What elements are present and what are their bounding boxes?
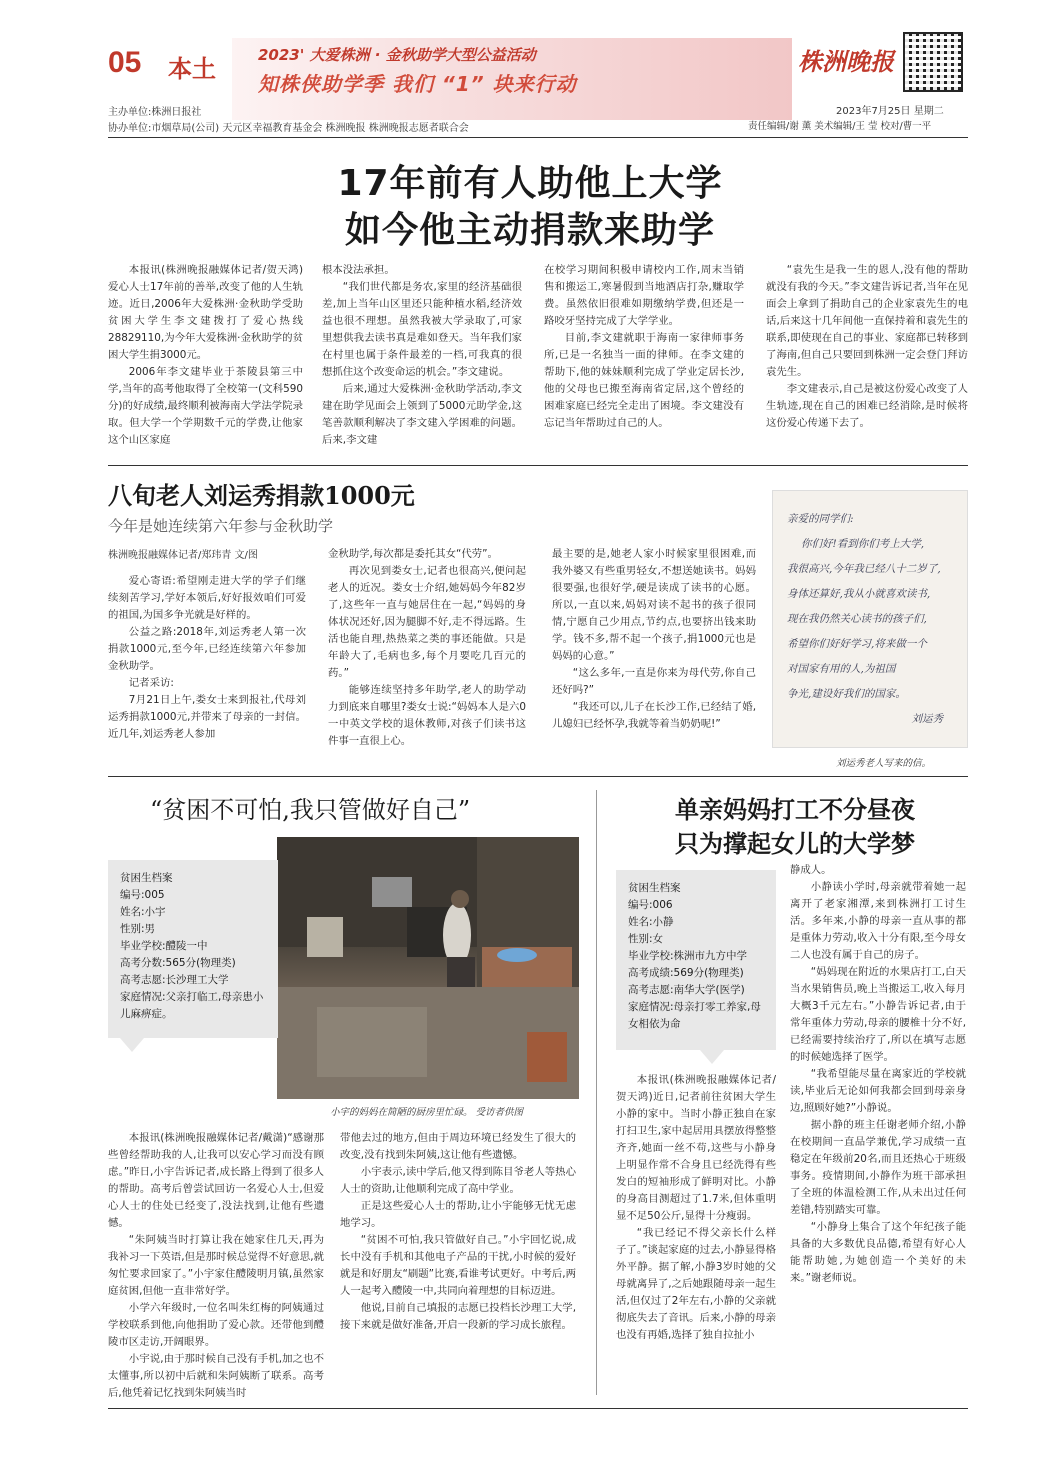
student-profile-005: [108, 860, 278, 1038]
article2-byline: 株洲晚报融媒体记者/郑玮青 文/图: [108, 550, 258, 561]
letter-line: 我很高兴,今年我已经八十二岁了,: [787, 563, 941, 575]
paragraph: “这么多年,一直是你来为母代劳,你自己还好吗?”: [552, 667, 756, 696]
article1-column-1: [108, 262, 303, 457]
profile-heading: 贫困生档案: [120, 872, 173, 884]
paragraph: 后来,通过大爱株洲·金秋助学活动,李文建在助学见面会上领到了5000元助学金,这笔善款顺利解决了李文建入学困难的问题。后来,李文建: [322, 383, 522, 446]
profile-field: 毕业学校:醴陵一中: [120, 940, 208, 952]
profile-heading: 贫困生档案: [628, 882, 681, 894]
profile-field: 编号:005: [120, 889, 165, 901]
paragraph: 小静读小学时,母亲就带着她一起离开了老家湘潭,来到株洲打工讨生活。多年来,小静的母亲一直从事的都是重体力劳动,收入十分有限,至今母女二人也没有属于自己的房子。: [790, 881, 966, 961]
paragraph: “小静身上集合了这个年纪孩子能具备的大多数优良品德,希望有好心人能帮助她,为她创造一个美好的未来。”谢老师说。: [790, 1221, 966, 1284]
paragraph: “贫困不可怕,我只管做好自己。”小宇回忆说,成长中没有手机和其他电子产品的干扰,小时候的爱好就是和好朋友“刷题”比赛,看谁考试更好。中考后,两人一起考入醴陵一中,共同向着理想的目标迈进。: [340, 1234, 576, 1297]
paragraph: 公益之路:2018年,刘运秀老人第一次捐款1000元,至今年,已经连续第六年参加金秋助学。: [108, 626, 306, 672]
article3-headline: “贫困不可怕,我只管做好自己”: [150, 796, 471, 824]
paragraph: 小宇表示,读中学后,他又得到陈目爷老人等热心人士的资助,让他顺利完成了高中学业。: [340, 1166, 576, 1195]
paragraph: 据小静的班主任谢老师介绍,小静在校期间一直品学兼优,学习成绩一直稳定在年级前20名,而且还热心于班级事务。疫情期间,小静作为班干部承担了全班的体温检测工作,从未出过任何差错,特别踏实可靠。: [790, 1119, 966, 1216]
letter-line: 争光,建设好我们的国家。: [787, 688, 906, 700]
student-profile-006: [616, 870, 776, 1050]
article2-subtitle: 今年是她连续第六年参与金秋助学: [108, 517, 334, 535]
sponsor-co: 协办单位:市烟草局(公司) 天元区幸福教育基金会 株洲晚报 株洲晚报志愿者联合会: [108, 123, 469, 134]
paragraph: 金秋助学,每次都是委托其女“代劳”。: [328, 548, 498, 560]
newspaper-logo: 株洲晚报: [798, 47, 894, 76]
article1-title-line1: 17年前有人助他上大学: [337, 163, 723, 204]
photo-caption: 小宇的妈妈在简陋的厨房里忙碌。 受访者供图: [330, 1107, 524, 1118]
article2-column-2: [328, 546, 526, 758]
paragraph: 记者采访:: [128, 677, 174, 689]
section-name: 本土: [168, 55, 216, 83]
letter-line: 身体还算好,我从小就喜欢读书,: [787, 588, 931, 600]
letter-line: 亲爱的同学们:: [787, 513, 854, 525]
paragraph: 静成人。: [790, 864, 832, 876]
letter-line: 希望你们好好学习,将来做一个: [787, 638, 927, 650]
profile-field: 家庭情况:母亲打零工养家,母女相依为命: [628, 1001, 761, 1030]
paragraph: 根本没法承担。: [322, 264, 395, 276]
paragraph: 爱心寄语:希望刚走进大学的学子们继续刻苦学习,学好本领后,好好报效咱们可爱的祖国,为国多争光就是好样的。: [108, 575, 306, 621]
column-divider: [596, 790, 597, 1395]
paragraph: 本报讯(株洲晚报融媒体记者/贺天鸿)爱心人士17年前的善举,改变了他的人生轨迹。近日,2006年大爱株洲·金秋助学受助贫困大学生李文建拨打了爱心热线28829110,为今年大爱株洲·金秋助学的贫困大学生捐3000元。: [108, 264, 303, 361]
sponsor-host: 主办单位:株洲日报社: [108, 107, 202, 118]
article1-headline: [180, 160, 880, 254]
section-divider: [108, 776, 968, 777]
paragraph: 2006年李文建毕业于茶陵县第三中学,当年的高考他取得了全校第一(文科590分)的好成绩,最终顺利被海南大学法学院录取。但大学一个学期数千元的学费,让他家这个山区家庭: [108, 366, 303, 446]
paragraph: 正是这些爱心人士的帮助,让小宇能够无忧无虑地学习。: [340, 1200, 576, 1229]
paragraph: “妈妈现在附近的水果店打工,白天当水果销售员,晚上当搬运工,收入每月大概3千元左右。”小静告诉记者,由于常年重体力劳动,母亲的腰椎十分不好,已经需要持续治疗了,所以在填写志愿的时候她选择了医学。: [790, 966, 966, 1063]
letter-signature: 刘运秀: [911, 713, 943, 725]
photo-illustration: [277, 837, 579, 1099]
banner-line-2: 知株侠助学季 我们 “1” 块来行动: [258, 72, 577, 96]
article1-column-2: [322, 262, 522, 457]
paragraph: 再次见到娄女士,记者也很高兴,便问起老人的近况。娄女士介绍,她妈妈今年82岁了,这些年一直与她居住在一起,“妈妈的身体状况还好,因为腿脚不好,走不得远路。生活也能自理,热热菜之类的事还能做。只是年龄大了,毛病也多,每个月要吃几百元的药。”: [328, 565, 526, 679]
profile-field: 家庭情况:父亲打临工,母亲患小儿麻痹症。: [120, 991, 264, 1020]
article1-column-3: [544, 262, 744, 457]
profile-field: 姓名:小静: [628, 916, 674, 928]
paragraph: 能够连续坚持多年助学,老人的助学动力到底来自哪里?娄女士说:“妈妈本人是六0一中英文学校的退休教师,对孩子们读书这件事一直很上心。: [328, 684, 526, 747]
paragraph: “袁先生是我一生的恩人,没有他的帮助就没有我的今天。”李文建告诉记者,当年在见面会上拿到了捐助自己的企业家袁先生的电话,后来这十几年间他一直保持着和袁先生的联系,即使现在自己的事业、家庭都已转移到了海南,但自己只要回到株洲一定会登门拜访袁先生。: [766, 264, 968, 378]
paragraph: 小宇说,由于那时候自己没有手机,加之也不太懂事,所以初中后就和朱阿姨断了联系。高考后,他凭着记忆找到朱阿姨当时: [108, 1353, 324, 1399]
paragraph: “我已经记不得父亲长什么样子了。”谈起家庭的过去,小静显得格外平静。据了解,小静3岁时她的父母就离异了,之后她跟随母亲一起生活,但仅过了2年左右,小静的父亲就彻底失去了音讯。后来,小静的母亲也没有再婚,选择了独自拉扯小: [616, 1227, 776, 1341]
paragraph: “我们世代都是务农,家里的经济基础很差,加上当年山区里还只能种植水稻,经济效益也很不理想。虽然我被大学录取了,可家里想供我去读书真是难如登天。当年我们家在村里也属于条件最差的一档,可我真的很想抓住这个改变命运的机会。”李文建说。: [322, 281, 522, 378]
article4-title-line1: 单亲妈妈打工不分昼夜: [675, 795, 915, 824]
article1-title-line2: 如今他主动捐款来助学: [344, 210, 715, 251]
paragraph: 本报讯(株洲晚报融媒体记者/贺天鸿)近日,记者前往贫困大学生小静的家中。当时小静正独自在家打扫卫生,家中起居用具摆放得整整齐齐,她面一丝不苟,这些与小静身上明显作常不合身且已经洗得有些发白的短袖形成了鲜明对比。小静的身高目测超过了1.7米,但体重明显不足50公斤,显得十分瘦弱。: [616, 1074, 776, 1222]
profile-field: 性别:女: [628, 933, 664, 945]
letter-line: 对国家有用的人,为祖国: [787, 663, 896, 675]
article4-column-1: [616, 1072, 776, 1394]
article1-column-4: [766, 262, 968, 457]
section-divider: [108, 465, 968, 466]
profile-field: 毕业学校:株洲市九方中学: [628, 950, 748, 962]
paragraph: 本报讯(株洲晚报融媒体记者/戴潇)“感谢那些曾经帮助我的人,让我可以安心学习而没有顾虑。”昨日,小宇告诉记者,成长路上得到了很多人的帮助。高考后曾尝试回访一名爱心人士,但爱心人士的住处已经变了,没法找到,让他有些遗憾。: [108, 1132, 324, 1229]
paragraph: 最主要的是,她老人家小时候家里很困难,而我外婆又有些重男轻女,不想送她读书。妈妈很要强,也很好学,硬是读成了读书的心愿。所以,一直以来,妈妈对读不起书的孩子很同情,宁愿自己少用点,节约点,也要挤出钱来助学。钱不多,帮不起一个孩子,捐1000元也是妈妈的心意。”: [552, 548, 756, 662]
profile-field: 高考分数:565分(物理类): [120, 957, 236, 969]
profile-field: 高考志愿:南华大学(医学): [628, 984, 745, 996]
article2-headline: 八旬老人刘运秀捐款1000元: [108, 481, 415, 510]
article2-column-3: [552, 546, 756, 758]
paragraph: 在校学习期间积极申请校内工作,周末当销售和搬运工,寒暑假到当地酒店打杂,赚取学费。虽然依旧很难如期缴纳学费,但还是一路咬牙坚持完成了大学学业。: [544, 264, 744, 327]
letter-line: 现在我仍然关心读书的孩子们,: [787, 613, 927, 625]
profile-field: 高考成绩:569分(物理类): [628, 967, 744, 979]
paragraph: 7月21日上午,娄女士来到报社,代母刘运秀捐款1000元,并带来了母亲的一封信。近几年,刘运秀老人参加: [108, 694, 306, 740]
letter-caption: 刘运秀老人写来的信。: [836, 758, 932, 769]
article4-headline: [630, 793, 960, 861]
profile-field: 高考志愿:长沙理工大学: [120, 974, 229, 986]
handwritten-letter-image: [772, 490, 968, 748]
article3-column-1: [108, 1130, 324, 1399]
profile-pointer: [700, 1050, 724, 1064]
qr-code-icon: [905, 34, 961, 90]
letter-line: 你们好!看到你们考上大学,: [801, 538, 925, 550]
profile-field: 性别:男: [120, 923, 156, 935]
issue-date: 2023年7月25日 星期二: [836, 106, 944, 117]
kitchen-photo: [277, 837, 579, 1099]
article2-column-1: [108, 573, 306, 758]
paragraph: 带他去过的地方,但由于周边环境已经发生了很大的改变,没有找到朱阿姨,这让他有些遗憾。: [340, 1132, 576, 1161]
header-rule: [108, 137, 968, 138]
article4-title-line2: 只为撑起女儿的大学梦: [675, 829, 915, 858]
paragraph: 李文建表示,自己是被这份爱心改变了人生轨迹,现在自己的困难已经消除,是时候将这份爱心传递下去了。: [766, 383, 968, 429]
paragraph: “我希望能尽量在离家近的学校就读,毕业后无论如何我都会回到母亲身边,照顾好她?”小静说。: [790, 1068, 966, 1114]
paragraph: “朱阿姨当时打算让我在她家住几天,再为我补习一下英语,但是那时候总觉得不好意思,就匆忙要求回家了。”小宇家住醴陵明月镇,虽然家庭贫困,但他一直非常好学。: [108, 1234, 324, 1297]
banner-line-1: 2023' 大爱株洲 · 金秋助学大型公益活动: [258, 46, 536, 64]
page-number: 05: [108, 46, 142, 79]
paragraph: 他说,目前自己填报的志愿已投档长沙理工大学,接下来就是做好准备,开启一段新的学习成长旅程。: [340, 1302, 576, 1331]
paragraph: 小学六年级时,一位名叫朱红梅的阿姨通过学校联系到他,向他捐助了爱心款。还带他到醴陵市区走访,开阔眼界。: [108, 1302, 324, 1348]
article4-column-2: [790, 862, 966, 1394]
profile-field: 姓名:小宇: [120, 906, 166, 918]
editors-credit: 责任编辑/谢 薰 美术编辑/王 莹 校对/曹一平: [748, 121, 932, 132]
article3-column-2: [340, 1130, 576, 1392]
profile-field: 编号:006: [628, 899, 673, 911]
profile-pointer: [120, 1038, 144, 1052]
paragraph: 目前,李文建就职于海南一家律师事务所,已是一名独当一面的律师。在李文建的帮助下,他的妹妹顺利完成了学业定居长沙,他的父母也已搬至海南省定居,这个曾经的困难家庭已经完全走出了困境。李文建没有忘记当年帮助过自己的人。: [544, 332, 744, 429]
paragraph: “我还可以,儿子在长沙工作,已经结了婚,儿媳妇已经怀孕,我就等着当奶奶呢!”: [552, 701, 756, 730]
footer-rule: [108, 1408, 968, 1409]
